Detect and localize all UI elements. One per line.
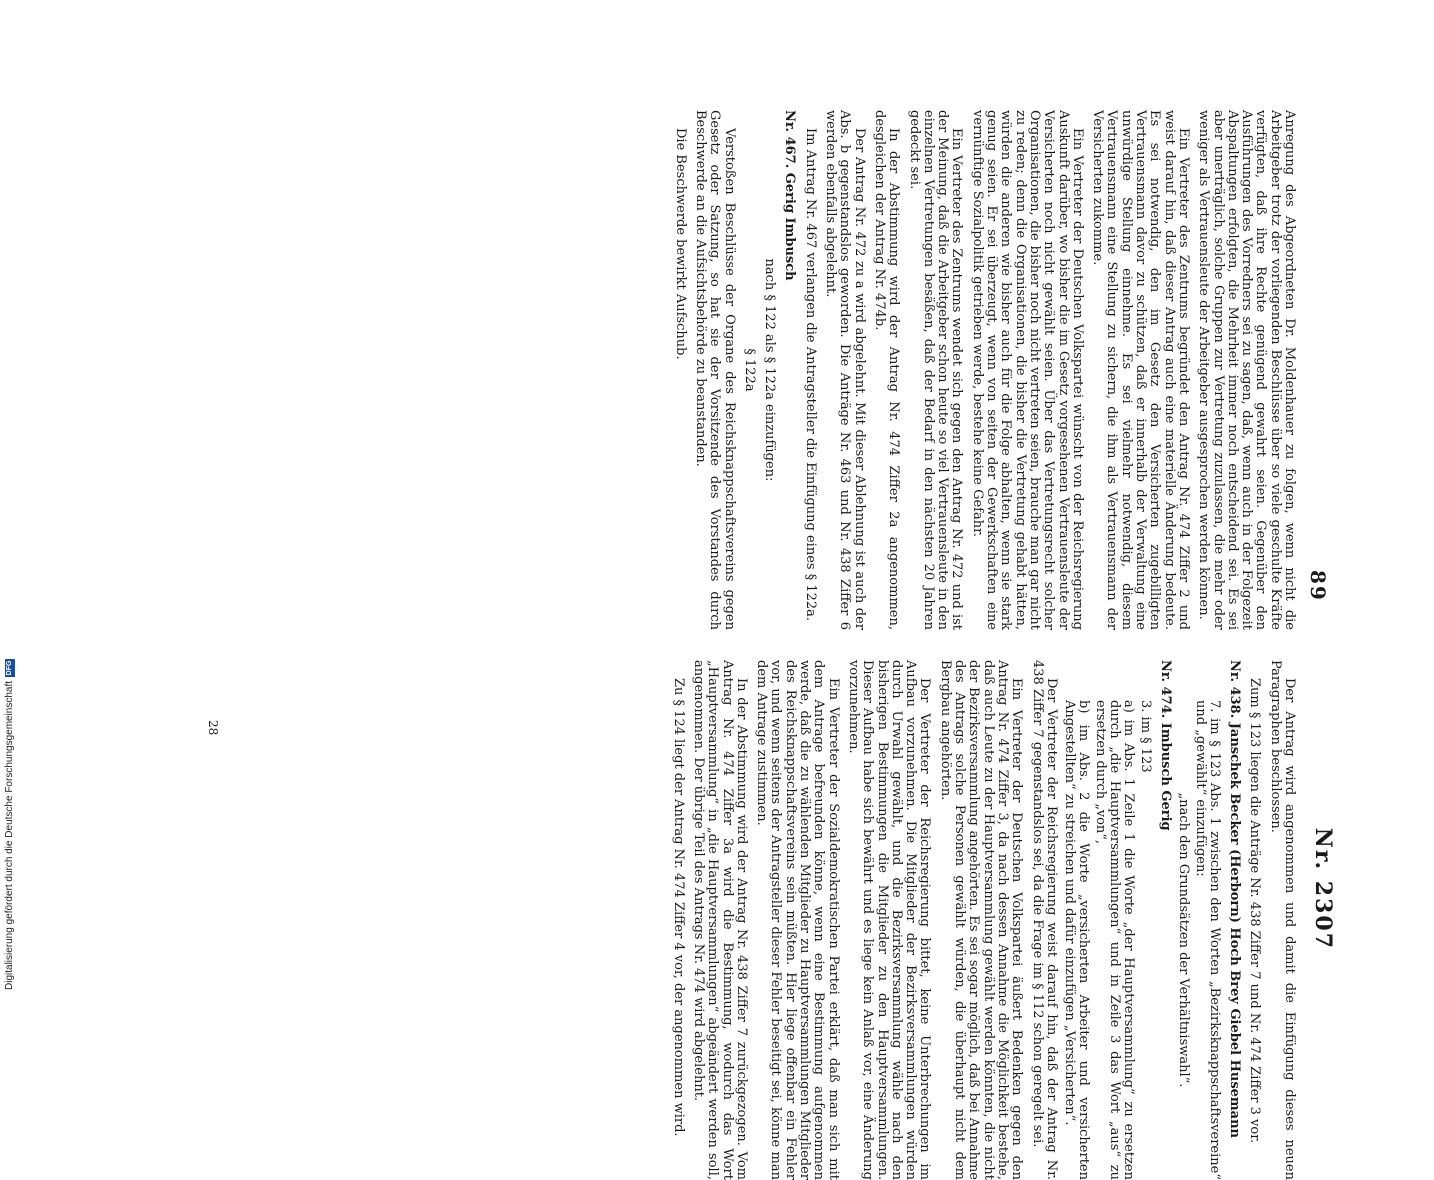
motion-438-item: 7. im § 123 Abs. 1 zwischen den Worten „Bezirksknappschaftsvereine“ und „gewählt“ einzufügen: xyxy=(1192,700,1222,1180)
paragraph: Im Antrag Nr. 467 verlangen die Antragsteller die Einfügung eines § 122a. xyxy=(802,128,818,622)
motion-474-list xyxy=(1062,660,1152,1180)
section-122a-closing: Die Beschwerde bewirkt Aufschub. xyxy=(672,128,688,360)
paragraph: Ein Vertreter des Zentrums begründet den Antrag Nr. 474 Ziffer 2 und weist darauf hin, daß dieser Antrag auch eine materielle Änderung bedeute. Es sei notwendig, den im Gesetz den Versicherten zugebilligten Vertrauensmann davor zu schützen, daß er innerhalb der Verwaltung eine unwürdige Stellung einnehme. Es sei vielmehr notwendig, diesem Vertrauensmann eine Stellung zu sichern, die ihm als Vertrauensmann der Versicherten zukomme. xyxy=(1090,110,1191,630)
paragraph: Der Vertreter der Reichsregierung weist darauf hin, daß der Antrag Nr. 438 Ziffer 7 gegenstandslos sei, da die Frage im § 112 schon geregelt sei. xyxy=(1029,660,1059,1180)
dfg-logo-icon: DFG xyxy=(5,660,13,676)
motion-438-list xyxy=(1176,660,1221,1180)
paragraph: Der Antrag wird angenommen und damit die Einfügung dieses neuen Paragraphen beschlossen. xyxy=(1267,660,1297,1180)
section-122a-text: Verstoßen Beschlüsse der Organe des Reichsknappschaftsvereins gegen Gesetz oder Satzung, so hat sie der Vorsitzende des Vorstandes durch Beschwerde an die Aufsichtsbehörde zu beanstanden. xyxy=(693,110,737,630)
paragraph: Ein Vertreter der Deutschen Volkspartei wünscht von der Reichsregierung Auskunft darüber, wo bisher die im Gesetz vorgesehenen Vertrauensleute der Versicherten noch nicht gewählt seien. Über das Vertretungsrecht solcher Organisationen, die bisher noch nicht vertreten seien, brauche man gar nicht zu reden; denn die Organisationen, die bisher die Vertretung gehabt hätten, würden die anderen wie bisher auch für die Folge abhalten, wenn sie stark genug seien. Er sei überzeugt, wenn von seiten der Gewerkschaften eine vernünftige Sozialpolitik getrieben werde, bestehe keine Gefahr. xyxy=(969,110,1085,630)
motion-474-sub-b: b) im Abs. 2 die Worte „versicherten Arbeiter und versicherten Angestellten“ zu streichen und dafür einzufügen „Versicherten“. xyxy=(1062,700,1092,1180)
paragraph: Anregung des Abgeordneten Dr. Moldenhauer zu folgen, wenn nicht die Arbeitgeber trotz der vorliegenden Beschlüsse über so viele geschulte Kräfte verfügten, daß ihre Rechte genügend gewahrt seien. Gegenüber den Ausführungen des Vorredners sei zu sagen, daß, wenn auch in der Folgezeit Abspaltungen erfolgten, die Mehrheit immer noch entscheidend sei. Es sei aber unerträglich, solche Gruppen zur Vertretung zuzulassen, die mehr oder weniger als Vertrauensleute der Arbeitgeber ausgesprochen werden können. xyxy=(1196,110,1297,630)
document-number: Nr. 2307 xyxy=(1310,827,1336,950)
digitization-note: Digitalisierung gefördert durch die Deutsche Forschungsgemeinschaft xyxy=(4,680,15,990)
motion-474-item: 3. im § 123 xyxy=(1137,700,1153,773)
paragraph: In der Abstimmung wird der Antrag Nr. 474 Ziffer 2a angenommen, desgleichen der Antrag Nr. 474b. xyxy=(871,110,902,630)
motion-467-instruction: nach § 122 als § 122a einzufügen: xyxy=(762,258,778,482)
sheet-number: 28 xyxy=(206,720,220,736)
motion-438-heading: Nr. 438. Janschek Becker (Herborn) Hoch Brey Giebel Husemann xyxy=(1227,660,1243,1138)
document-page xyxy=(150,100,1336,1180)
paragraph: Zum § 123 liegen die Anträge Nr. 438 Ziffer 7 und Nr. 474 Ziffer 3 vor. xyxy=(1247,678,1263,1144)
paragraph: In der Abstimmung wird der Antrag Nr. 438 Ziffer 7 zurückgezogen. Vom Antrag Nr. 474 Ziffer 3a wird die Bestimmung, wodurch das Wort „Hauptversammlung“ in „die Hauptversammlungen“ abgeändert werden soll, angenommen. Der übrige Teil des Antrags Nr. 474 wird abgelehnt. xyxy=(691,660,749,1180)
paragraph: Ein Vertreter des Zentrums wendet sich gegen den Antrag Nr. 472 und ist der Meinung, daß die Arbeitgeber schon heute so viel Vertrauensleute in den einzelnen Vertretungen besäßen, daß der Bedarf in den nächsten 20 Jahren gedeckt sei. xyxy=(906,110,965,630)
digitization-footer xyxy=(4,0,15,996)
paragraph: Der Vertreter der Reichsregierung bittet, keine Unterbrechungen im Aufbau vorzunehmen. Die Mitglieder der Bezirksversammlungen würden durch Urwahl gewählt, und die Bezirksversammlung wähle nach den bisherigen Bestimmungen die Mitglieder zu den Hauptversammlungen. Dieser Aufbau habe sich bewährt und es liege kein Anlaß vor, eine Änderung vorzunehmen. xyxy=(845,660,933,1180)
motion-474-sub-a: a) im Abs. 1 Zeile 1 die Worte „der Hauptversammlung“ zu ersetzen durch „die Hauptversammlungen“ und in Zeile 3 das Wort „aus“ zu ersetzen durch „von“, xyxy=(1092,700,1137,1180)
paragraph: Ein Vertreter der Sozialdemokratischen Partei erklärt, daß man sich mit dem Antrage befreunden könne, wenn eine Bestimmung aufgenommen werde, daß die zu wählenden Mitglieder zu Hauptversammlungen Mitglieder des Reichsknappschaftsvereins sein müßten. Hier liege offenbar ein Fehler vor, und wenn seitens der Antragsteller dieser Fehler beseitigt sei, könne man dem Antrage zustimmen. xyxy=(754,660,841,1180)
paragraph: Zu § 124 liegt der Antrag Nr. 474 Ziffer 4 vor, der angenommen wird. xyxy=(670,678,686,1137)
paragraph: Der Antrag Nr. 472 zu a wird abgelehnt. Mit dieser Ablehnung ist auch der Abs. b gegenstandslos geworden. Die Anträge Nr. 463 und Nr. 438 Ziffer 6 werden ebenfalls abgelehnt. xyxy=(823,110,867,630)
motion-467-heading: Nr. 467. Gerig Imbusch xyxy=(782,110,798,281)
section-122a-title: § 122a xyxy=(741,348,757,392)
page-number: 89 xyxy=(1306,570,1330,602)
right-column xyxy=(664,660,1296,1180)
paragraph: Ein Vertreter der Deutschen Volkspartei äußert Bedenken gegen den Antrag Nr. 474 Ziffer 3, da nach dessen Annahme die Möglichkeit bestehe, daß auch Leute zu der Hauptversammlung gewählt werden könnten, die nicht der Bezirksversammlung angehörten. Es sei sogar möglich, daß bei Annahme des Antrags solche Personen gewählt würden, die überhaupt nicht dem Bergbau angehörten. xyxy=(937,660,1025,1180)
left-column xyxy=(666,110,1296,630)
motion-438-insert: „nach den Grundsätzen der Verhältniswahl“. xyxy=(1176,792,1192,1088)
motion-474-heading: Nr. 474. Imbusch Gerig xyxy=(1157,660,1173,831)
